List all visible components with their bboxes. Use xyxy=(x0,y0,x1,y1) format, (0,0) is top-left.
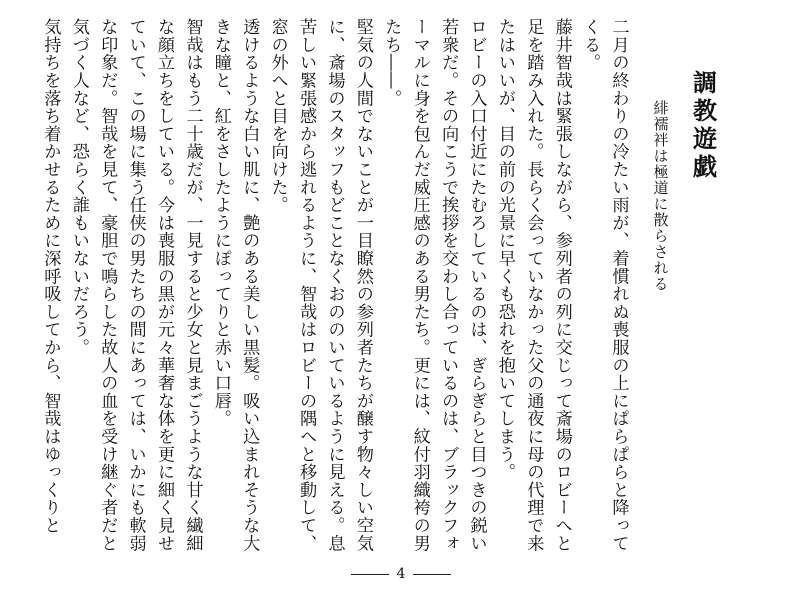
paragraph: 智哉はもう二十歳だが、一見すると少女と見まごうような甘く繊細な顔立ちをしている。今は喪服の黒が元々華奢な体を更に細く見せていて、この場に集う任侠の男たちの間にあっては、いかにも軟弱な印象だ。智哉を見て、豪胆で鳴らした故人の血を受け継ぐ者だと気づく人など、恐らく誰もいないだろう。 xyxy=(68,18,203,552)
chapter-subtitle: 緋襦袢は極道に散らされる xyxy=(651,100,670,292)
paragraph: 二月の終わりの冷たい雨が、着慣れぬ喪服の上にぱらぱらと降ってくる。 xyxy=(580,18,629,552)
paragraph: 堅気の人間でないことが一目瞭然の参列者たちが醸す物々しい空気に、斎場のスタッフもどことなくおののいているように見える。息苦しい緊張感から逃れるように、智哉はロビーの隅へと移動して、窓の外へと目を向けた。 xyxy=(267,18,373,552)
paragraph: ロビーの入口付近にたむろしているのは、ぎらぎらと目つきの鋭い若衆だ。その向こうで挨拶を交わし合っているのは、ブラックフォーマルに身を包んだ威圧感のある男たち。更には、紋付羽織袴の男たち――。 xyxy=(381,18,487,552)
vertical-text-area xyxy=(36,18,723,566)
paragraph: 透けるような白い肌に、艶のある美しい黒髪。吸い込まれそうな大きな瞳と、紅をさしたようにぽってりと赤い口唇。 xyxy=(210,18,260,552)
paragraph: 気持ちを落ち着かせるために深呼吸してから、智哉はゆっくりと xyxy=(40,18,61,535)
chapter-title: 調教遊戯 xyxy=(688,70,718,182)
page-footer xyxy=(0,566,802,582)
footer-rule-right xyxy=(413,574,451,575)
page-number: 4 xyxy=(396,566,406,582)
body-text xyxy=(36,18,633,566)
paragraph: 藤井智哉は緊張しながら、参列者の列に交じって斎場のロビーへと足を踏み入れた。長らく会っていなかった父の通夜に母の代理で来たはいいが、目の前の光景に早くも恐れを抱いてしまう。 xyxy=(494,18,572,552)
footer-rule-left xyxy=(351,574,389,575)
